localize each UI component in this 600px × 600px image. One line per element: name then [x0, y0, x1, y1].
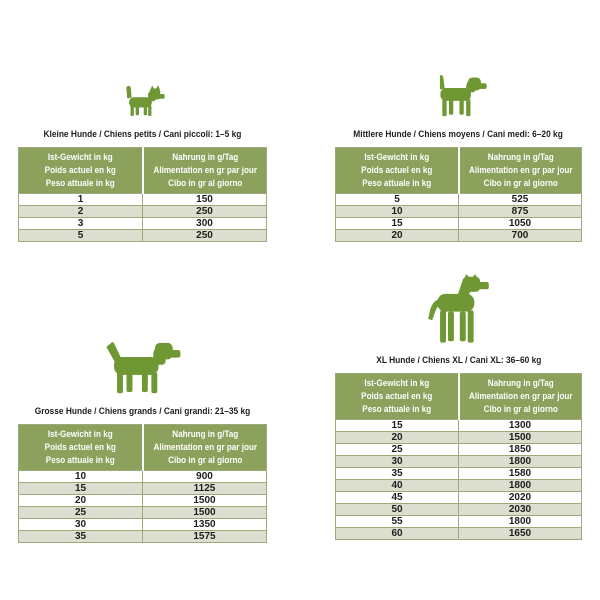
medium-dog-icon: [335, 73, 582, 122]
food-cell: 1575: [143, 531, 267, 543]
weight-cell: 35: [336, 468, 459, 480]
table-row: [336, 230, 582, 242]
table-row: [336, 206, 582, 218]
food-cell: 250: [143, 230, 267, 242]
weight-cell: 25: [336, 444, 459, 456]
weight-cell: 1: [19, 194, 143, 206]
table-row: [19, 531, 267, 543]
section-title-xl-dogs: XL Hunde / Chiens XL / Cani XL: 36–60 kg: [375, 355, 542, 366]
food-cell: 900: [143, 471, 267, 483]
weight-cell: 30: [19, 519, 143, 531]
weight-cell: 40: [336, 480, 459, 492]
weight-cell: 20: [19, 495, 143, 507]
table-row: [19, 483, 267, 495]
quadrant-large-dogs: [18, 333, 267, 543]
weight-cell: 60: [336, 528, 459, 540]
table-row: [336, 528, 582, 540]
weight-cell: 15: [19, 483, 143, 495]
quadrant-small-dogs: [18, 78, 267, 242]
weight-cell: 3: [19, 218, 143, 230]
table-row: [19, 218, 267, 230]
table-row: [19, 519, 267, 531]
table-row: [336, 432, 582, 444]
table-row: [336, 444, 582, 456]
feeding-table-small-dogs: [18, 147, 267, 242]
small-dog-icon: [18, 78, 267, 122]
food-cell: 1350: [143, 519, 267, 531]
weight-cell: 5: [336, 194, 459, 206]
food-cell: 1500: [459, 432, 582, 444]
weight-cell: 25: [19, 507, 143, 519]
weight-cell: 5: [19, 230, 143, 242]
food-cell: 2020: [459, 492, 582, 504]
feeding-table-xl-dogs: [335, 373, 582, 540]
weight-cell: 20: [336, 230, 459, 242]
weight-cell: 45: [336, 492, 459, 504]
food-cell: 300: [143, 218, 267, 230]
food-cell: 250: [143, 206, 267, 218]
food-cell: 700: [459, 230, 582, 242]
food-cell: 1125: [143, 483, 267, 495]
food-cell: 1650: [459, 528, 582, 540]
food-cell: 1800: [459, 480, 582, 492]
food-column-header: Nahrung in g/Tag Alimentation en gr par jour Cibo in gr al giorno: [459, 374, 582, 420]
weight-cell: 10: [336, 206, 459, 218]
table-row: [336, 504, 582, 516]
food-column-header: Nahrung in g/Tag Alimentation en gr par jour Cibo in gr al giorno: [143, 425, 267, 471]
food-cell: 1800: [459, 516, 582, 528]
food-column-header: Nahrung in g/Tag Alimentation en gr par jour Cibo in gr al giorno: [459, 148, 582, 194]
feeding-table-large-dogs: [18, 424, 267, 543]
table-row: [19, 206, 267, 218]
weight-cell: 15: [336, 218, 459, 230]
weight-cell: 2: [19, 206, 143, 218]
table-row: [336, 492, 582, 504]
food-cell: 1800: [459, 456, 582, 468]
food-cell: 1300: [459, 420, 582, 432]
food-cell: 525: [459, 194, 582, 206]
table-row: [336, 516, 582, 528]
food-cell: 1580: [459, 468, 582, 480]
table-row: [19, 471, 267, 483]
xl-dog-icon: [335, 268, 582, 348]
table-row: [336, 456, 582, 468]
table-row: [336, 420, 582, 432]
section-title-small-dogs: Kleine Hunde / Chiens petits / Cani piccoli: 1–5 kg: [43, 129, 242, 140]
weight-cell: 30: [336, 456, 459, 468]
table-row: [336, 218, 582, 230]
weight-column-header: Ist-Gewicht in kg Poids actuel en kg Peso attuale in kg: [19, 148, 143, 194]
feeding-table-medium-dogs: [335, 147, 582, 242]
weight-column-header: Ist-Gewicht in kg Poids actuel en kg Peso attuale in kg: [336, 148, 459, 194]
table-row: [19, 495, 267, 507]
large-dog-icon: [18, 333, 267, 398]
table-row: [336, 194, 582, 206]
section-title-medium-dogs: Mittlere Hunde / Chiens moyens / Cani medi: 6–20 kg: [353, 129, 564, 140]
weight-column-header: Ist-Gewicht in kg Poids actuel en kg Peso attuale in kg: [336, 374, 459, 420]
food-cell: 1850: [459, 444, 582, 456]
weight-cell: 20: [336, 432, 459, 444]
quadrant-xl-dogs: [335, 268, 582, 540]
weight-cell: 15: [336, 420, 459, 432]
food-cell: 1050: [459, 218, 582, 230]
quadrant-medium-dogs: [335, 73, 582, 242]
weight-cell: 50: [336, 504, 459, 516]
weight-cell: 55: [336, 516, 459, 528]
weight-cell: 35: [19, 531, 143, 543]
table-row: [336, 480, 582, 492]
table-row: [19, 230, 267, 242]
food-cell: 1500: [143, 507, 267, 519]
table-row: [19, 507, 267, 519]
table-row: [336, 468, 582, 480]
food-cell: 875: [459, 206, 582, 218]
weight-cell: 10: [19, 471, 143, 483]
food-column-header: Nahrung in g/Tag Alimentation en gr par jour Cibo in gr al giorno: [143, 148, 267, 194]
table-row: [19, 194, 267, 206]
food-cell: 1500: [143, 495, 267, 507]
food-cell: 2030: [459, 504, 582, 516]
weight-column-header: Ist-Gewicht in kg Poids actuel en kg Peso attuale in kg: [19, 425, 143, 471]
section-title-large-dogs: Grosse Hunde / Chiens grands / Cani grandi: 21–35 kg: [34, 405, 251, 417]
food-cell: 150: [143, 194, 267, 206]
